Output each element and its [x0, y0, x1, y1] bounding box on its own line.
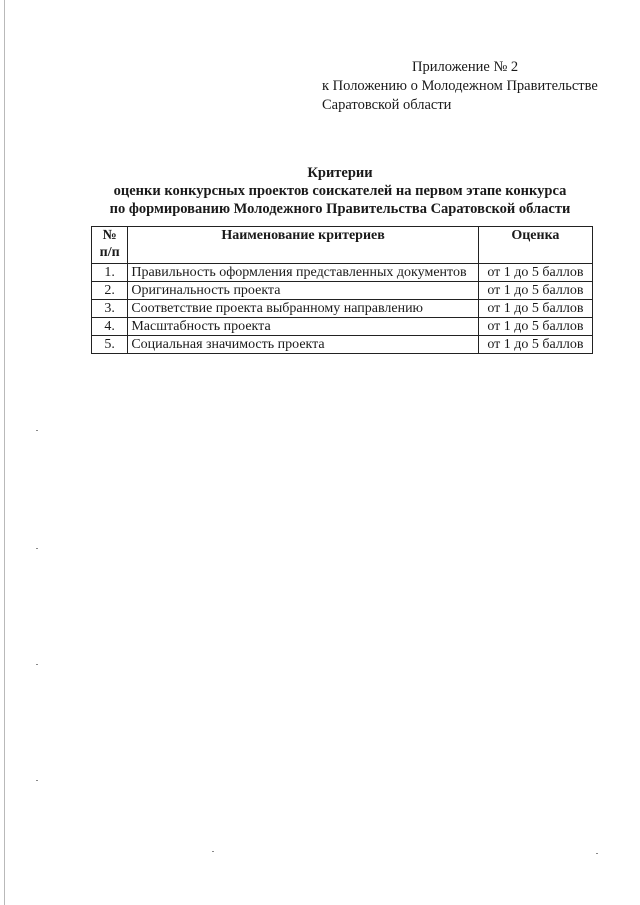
- row-number: 4.: [92, 318, 128, 336]
- row-score: от 1 до 5 баллов: [478, 318, 592, 336]
- scan-speck: [212, 851, 214, 852]
- row-criteria-name: Правильность оформления представленных документов: [128, 264, 478, 282]
- header-criteria-name: Наименование критериев: [128, 227, 478, 264]
- title-line-1: Критерии: [307, 165, 373, 181]
- row-score: от 1 до 5 баллов: [478, 282, 592, 300]
- appendix-region: Саратовской области: [322, 97, 452, 113]
- table-row: [92, 264, 593, 282]
- table-row: [92, 336, 593, 354]
- header-number: [92, 227, 128, 264]
- appendix-note: [322, 58, 598, 115]
- row-criteria-name: Масштабность проекта: [128, 318, 478, 336]
- appendix-reference: к Положению о Молодежном Правительстве: [322, 78, 598, 94]
- row-score: от 1 до 5 баллов: [478, 300, 592, 318]
- document-title: [60, 164, 620, 218]
- table-row: [92, 282, 593, 300]
- table-header-row: [92, 227, 593, 264]
- scan-edge-line: [4, 0, 5, 905]
- criteria-table: [91, 226, 593, 354]
- title-line-2: оценки конкурсных проектов соискателей на первом этапе конкурса: [113, 183, 567, 199]
- scan-speck: [36, 548, 38, 549]
- row-criteria-name: Соответствие проекта выбранному направлению: [128, 300, 478, 318]
- row-criteria-name: Оригинальность проекта: [128, 282, 478, 300]
- row-score: от 1 до 5 баллов: [478, 264, 592, 282]
- title-line-3: по формированию Молодежного Правительства Саратовской области: [109, 201, 571, 217]
- header-number-abbrev: п/п: [99, 245, 120, 260]
- appendix-number: Приложение № 2: [412, 59, 519, 75]
- scan-speck: [596, 853, 598, 854]
- row-number: 2.: [92, 282, 128, 300]
- scan-speck: [36, 780, 38, 781]
- row-criteria-name: Социальная значимость проекта: [128, 336, 478, 354]
- row-score: от 1 до 5 баллов: [478, 336, 592, 354]
- header-score: Оценка: [478, 227, 592, 264]
- scan-speck: [36, 664, 38, 665]
- header-number-symbol: №: [102, 228, 117, 243]
- table-row: [92, 318, 593, 336]
- scan-speck: [36, 430, 38, 431]
- table-row: [92, 300, 593, 318]
- row-number: 1.: [92, 264, 128, 282]
- row-number: 5.: [92, 336, 128, 354]
- row-number: 3.: [92, 300, 128, 318]
